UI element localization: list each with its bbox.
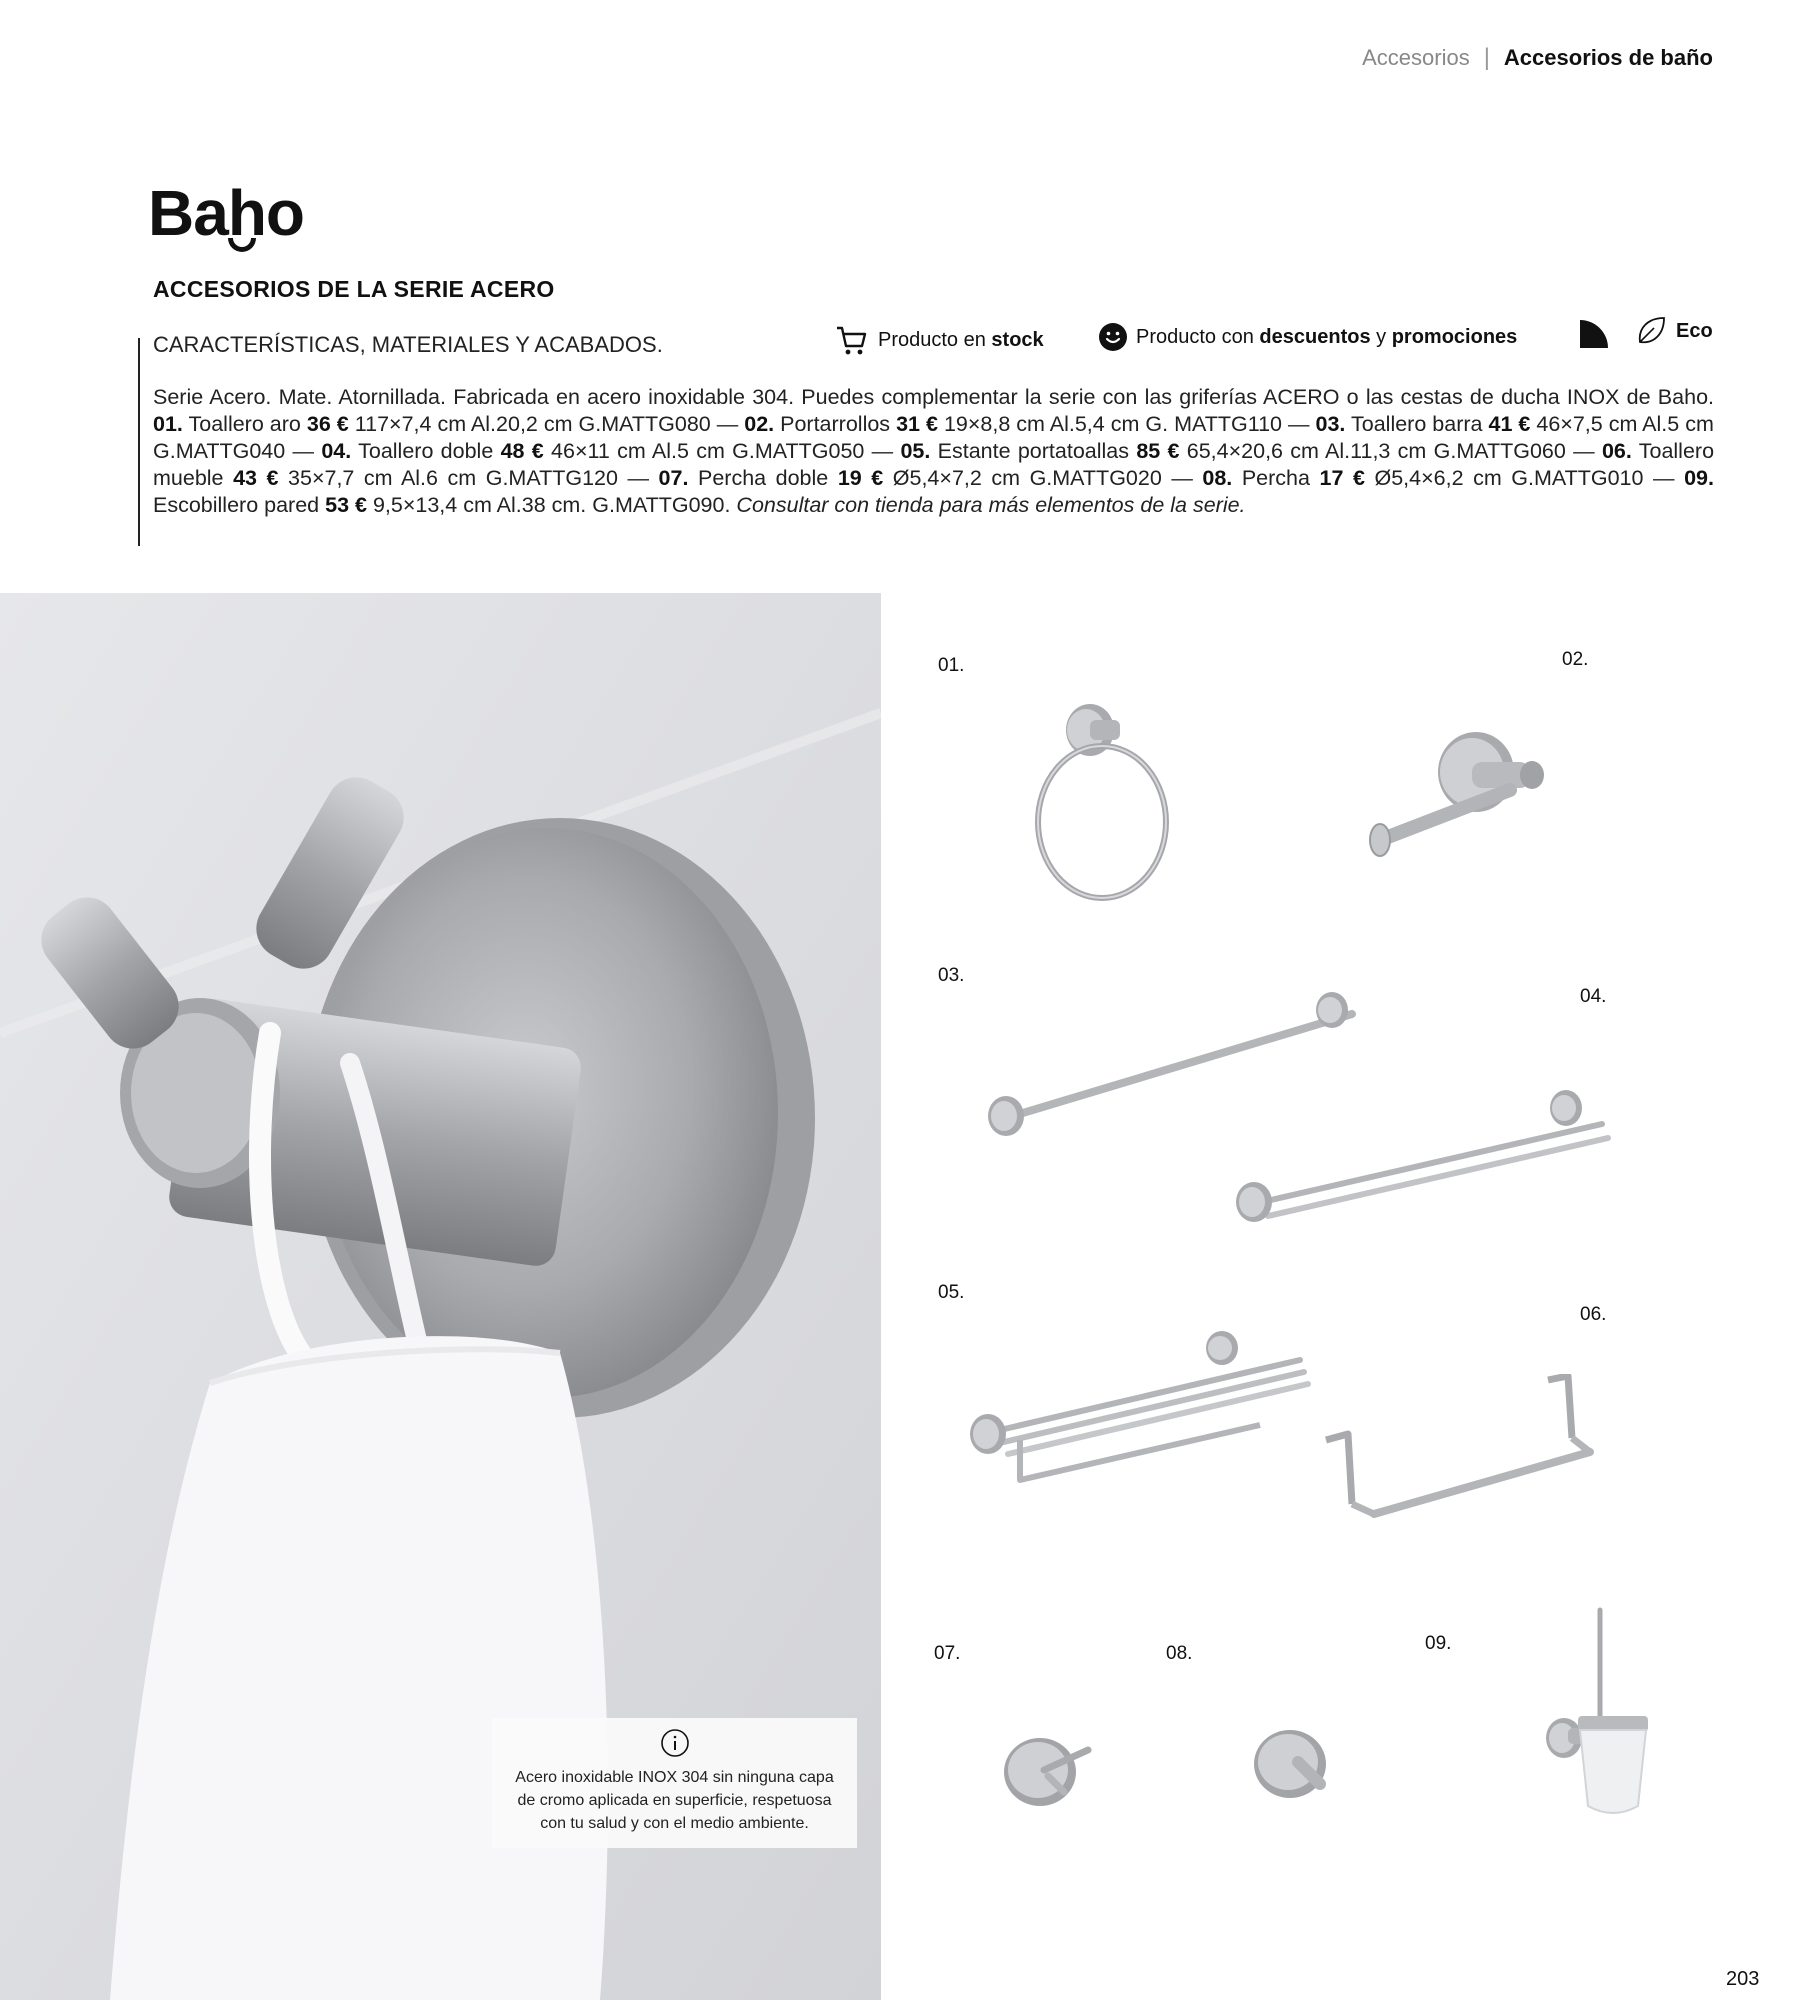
info-note-box bbox=[492, 1718, 857, 1848]
product-label-06: 06. bbox=[1580, 1304, 1607, 1325]
product-label-09: 09. bbox=[1425, 1633, 1452, 1654]
product-image-toilet-brush-holder bbox=[1540, 1606, 1660, 1826]
product-label-04: 04. bbox=[1580, 986, 1607, 1007]
product-image-towel-shelf bbox=[960, 1330, 1320, 1495]
product-image-cabinet-towel-bar bbox=[1322, 1374, 1612, 1534]
quarter-circle-icon bbox=[1578, 318, 1610, 350]
badge-quarter-circle bbox=[1578, 318, 1610, 350]
legend-badges bbox=[834, 318, 1714, 358]
left-rule-divider bbox=[138, 338, 140, 546]
badge-eco bbox=[1634, 314, 1713, 348]
product-image-towel-ring bbox=[1020, 690, 1190, 905]
section-subtitle: CARACTERÍSTICAS, MATERIALES Y ACABADOS. bbox=[153, 332, 663, 357]
breadcrumb bbox=[1362, 44, 1713, 72]
product-image-toilet-roll-holder bbox=[1360, 722, 1560, 862]
product-label-05: 05. bbox=[938, 1282, 965, 1303]
shopping-cart-icon bbox=[834, 322, 870, 358]
product-label-01: 01. bbox=[938, 655, 965, 676]
info-icon bbox=[660, 1728, 690, 1758]
hero-photo-towel-hook bbox=[0, 593, 881, 2000]
breadcrumb-parent[interactable]: Accesorios bbox=[1362, 45, 1470, 70]
product-label-07: 07. bbox=[934, 1643, 961, 1664]
series-description: Serie Acero. Mate. Atornillada. Fabricada en acero inoxidable 304. Puedes complementar la serie con las griferías ACERO o las cestas de ducha INOX de Baho. 01. Toallero aro 36 € 117×7,4 cm Al.20,2 cm G.MATTG080 — 02. Portarrollos 31 € 19×8,8 cm Al.5,4 cm G. MATTG110 — 03. Toallero barra 41 € 46×7,5 cm Al.5 cm G.MATTG040 — 04. Toallero doble 48 € 46×11 cm Al.5 cm G.MATTG050 — 05. Estante portatoallas 85 € 65,4×20,6 cm Al.11,3 cm G.MATTG060 — 06. Toallero mueble 43 € 35×7,7 cm Al.6 cm G.MATTG120 — 07. Percha doble 19 € Ø5,4×7,2 cm G.MATTG020 — 08. Percha 17 € Ø5,4×6,2 cm G.MATTG010 — 09. Escobillero pared 53 € 9,5×13,4 cm Al.38 cm. G.MATTG090. Consultar con tienda para más elementos de la serie. bbox=[153, 385, 1715, 517]
badge-promo-text: Producto con descuentos y promociones bbox=[1136, 325, 1518, 348]
smiley-icon bbox=[1098, 322, 1128, 352]
leaf-icon bbox=[1634, 314, 1668, 348]
product-label-08: 08. bbox=[1166, 1643, 1193, 1664]
breadcrumb-separator: | bbox=[1483, 44, 1490, 71]
product-label-03: 03. bbox=[938, 965, 965, 986]
badge-stock bbox=[834, 322, 1044, 358]
badge-eco-text: Eco bbox=[1676, 319, 1713, 342]
info-note-text: Acero inoxidable INOX 304 sin ninguna capa de cromo aplicada en superficie, respetuosa con tu salud y con el medio ambiente. bbox=[515, 1769, 834, 1832]
product-image-double-towel-bar bbox=[1226, 1090, 1626, 1230]
badge-stock-text: Producto en stock bbox=[878, 328, 1044, 351]
badge-promo bbox=[1098, 322, 1517, 352]
brand-logo: Baho bbox=[148, 177, 304, 249]
page-number: 203 bbox=[1726, 1968, 1760, 1990]
product-image-double-hook bbox=[1000, 1730, 1100, 1810]
product-image-hook bbox=[1250, 1722, 1350, 1802]
section-title: ACCESORIOS DE LA SERIE ACERO bbox=[153, 276, 555, 302]
product-label-02: 02. bbox=[1562, 649, 1589, 670]
breadcrumb-current: Accesorios de baño bbox=[1503, 45, 1713, 70]
